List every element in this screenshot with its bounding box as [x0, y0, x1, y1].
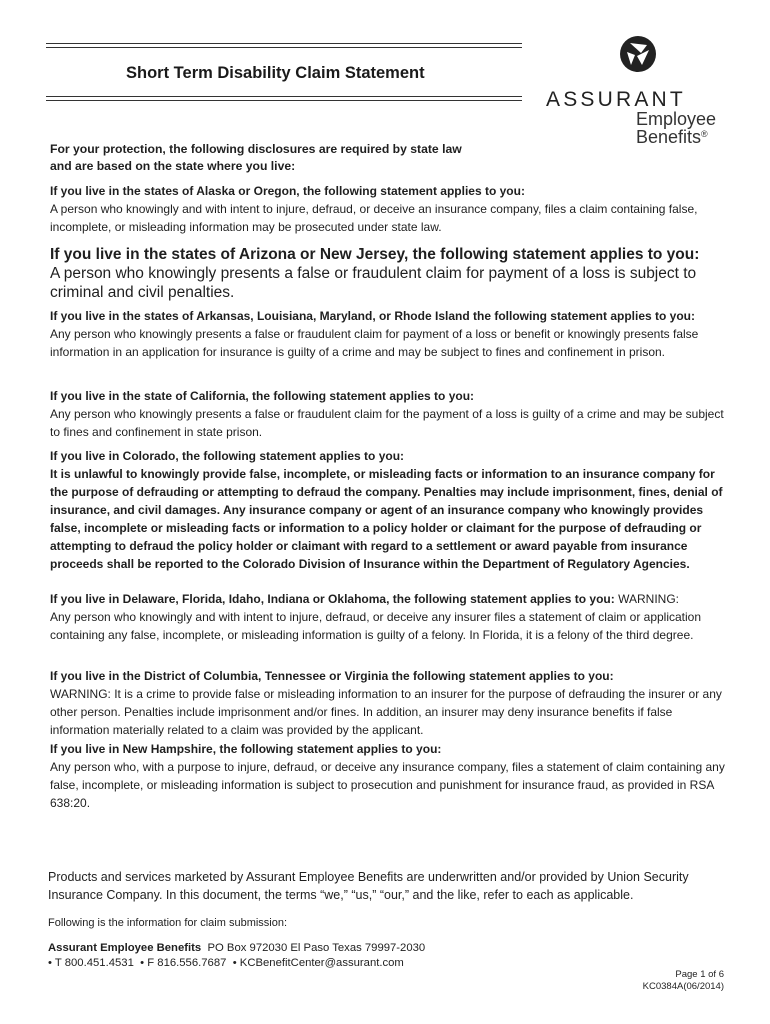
section-body: A person who knowingly and with intent to injure, defraud, or deceive an insurance company, files a claim containing false, incomplete, or misleading information may be prosecuted under state law. [50, 202, 698, 234]
section-body: WARNING: It is a crime to provide false or misleading information to an insurer for the purpose of defrauding the insurer or any other person. Penalties include imprisonment and/or fines. In addition, an insurer may deny insurance benefits if false information materially related to a claim was provided by the applicant. [50, 687, 722, 737]
section-heading: If you live in New Hampshire, the following statement applies to you: [50, 742, 442, 756]
assurant-logo [540, 32, 740, 152]
title-rule-bottom [46, 96, 522, 101]
section-heading: If you live in the District of Columbia, Tennessee or Virginia the following statement applies to you: [50, 669, 614, 683]
contact-address-line [48, 941, 425, 956]
logo-line-benefits [636, 127, 708, 148]
section-body: Any person who knowingly and with intent to injure, defraud, or deceive any insurer files a statement of claim or application containing any false, incomplete, or misleading information is guilty of a felony. In Florida, it is a felony of the third degree. [50, 610, 702, 642]
section-heading: If you live in the state of California, the following statement applies to you: [50, 389, 475, 403]
section-california [50, 388, 732, 441]
section-body: Any person who knowingly presents a false or fraudulent claim for the payment of a loss is guilty of a crime and may be subject to fines and confinement in state prison. [50, 407, 724, 439]
section-colorado [50, 448, 732, 573]
warning-label: WARNING: [618, 592, 679, 606]
section-alaska-oregon [50, 183, 732, 236]
contact-numbers-line [48, 956, 425, 971]
submission-intro: Following is the information for claim submission: [48, 917, 288, 929]
section-body: It is unlawful to knowingly provide false, incomplete, or misleading facts or information to an insurance company for the purpose of defrauding or attempting to defraud the company. Penalties may include imprisonment, fines, denial of insurance, and civil damages. Any insurance company or agent of an insurance company who knowingly provides false, incomplete or misleading facts or information to a policy holder or claimant for the purpose of defrauding or attempting to defraud the policy holder or claimant with regard to a settlement or award payable from insurance proceeds shall be reported to the Colorado Division of Insurance within the Department of Regulatory Agencies. [50, 467, 723, 571]
section-heading: If you live in Colorado, the following statement applies to you: [50, 449, 405, 463]
bullet-icon: • [140, 957, 145, 969]
section-dc-tennessee-virginia [50, 668, 732, 739]
assurant-emblem-icon [618, 34, 658, 74]
underwriting-note: Products and services marketed by Assurant Employee Benefits are underwritten and/or provided by Union Security Insurance Company. In this document, the terms “we,” “us,” “our,” and the like, refer to each as applicable. [48, 870, 689, 902]
section-arizona-new-jersey [50, 245, 732, 302]
title-rule-top [46, 43, 522, 48]
section-delaware-florida-idaho-indiana-oklahoma [50, 590, 732, 644]
bullet-icon: • [48, 957, 52, 969]
phone-number: T 800.451.4531 [54, 957, 134, 969]
company-name: Assurant Employee Benefits [48, 942, 202, 954]
logo-line-benefits-text: Benefits [636, 127, 702, 147]
mailing-address: PO Box 972030 El Paso Texas 79997-2030 [207, 942, 426, 954]
section-arkansas-louisiana-maryland-rhode-island [50, 308, 732, 361]
fax-number: F 816.556.7687 [147, 957, 227, 969]
section-heading-line [50, 590, 732, 608]
logo-line-employee: Employee [636, 109, 717, 129]
form-code: KC0384A(06/2014) [642, 981, 724, 992]
section-heading: If you live in the states of Alaska or Oregon, the following statement applies to you: [50, 184, 525, 198]
contact-block [48, 941, 425, 971]
section-body: Any person who, with a purpose to injure, defraud, or deceive any insurance company, files a statement of claim containing any false, incomplete, or misleading information is subject to prosecution and punishment for insurance fraud, as provided in RSA 638:20. [50, 760, 725, 810]
section-heading: If you live in the states of Arizona or New Jersey, the following statement applies to you: [50, 246, 700, 263]
section-heading: If you live in Delaware, Florida, Idaho, Indiana or Oklahoma, the following statement applies to you: [50, 592, 615, 606]
section-body: Any person who knowingly presents a false or fraudulent claim for payment of a loss or benefit or knowingly presents false information in an application for insurance is guilty of a crime and may be subject to fines and confinement in prison. [50, 327, 699, 359]
page-number: Page 1 of 6 [675, 969, 724, 980]
section-heading: If you live in the states of Arkansas, Louisiana, Maryland, or Rhode Island the following statement applies to you: [50, 309, 695, 323]
registered-mark: ® [701, 129, 708, 139]
section-new-hampshire [50, 741, 732, 812]
intro-text: For your protection, the following disclosures are required by state law and are based on the state where you live: [50, 142, 462, 173]
page-info [643, 969, 724, 993]
logo-brand: ASSURANT [546, 88, 686, 111]
section-body: A person who knowingly presents a false or fraudulent claim for payment of a loss is subject to criminal and civil penalties. [50, 265, 697, 301]
email-address[interactable]: KCBenefitCenter@assurant.com [239, 957, 404, 969]
page-title: Short Term Disability Claim Statement [126, 64, 425, 82]
bullet-icon: • [232, 957, 237, 969]
